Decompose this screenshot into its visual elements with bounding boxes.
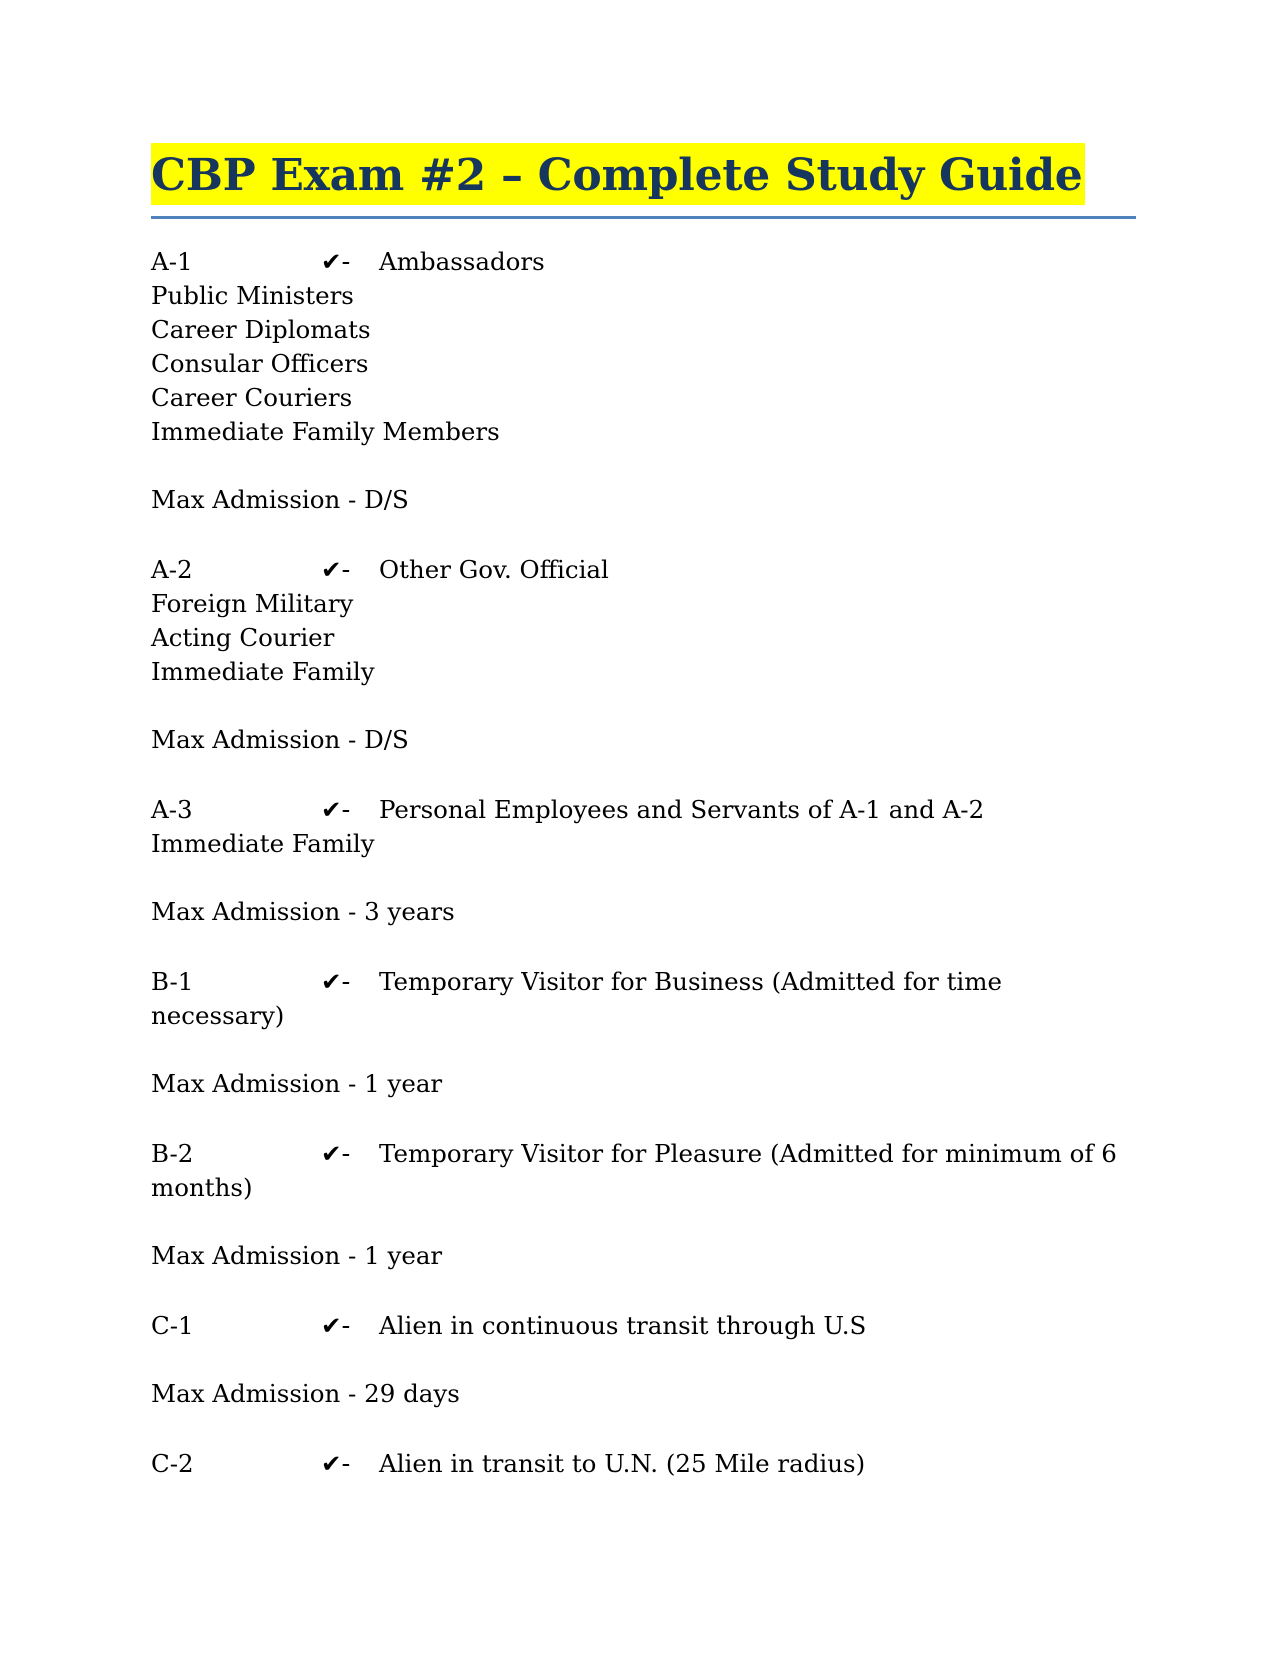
page-title: CBP Exam #2 – Complete Study Guide xyxy=(151,143,1085,205)
max-admission: Max Admission - 3 years xyxy=(151,897,455,926)
visa-description: Alien in transit to U.N. (25 Mile radius) xyxy=(379,1449,866,1478)
entry-line: Public Ministers xyxy=(151,281,354,310)
entry-c2 xyxy=(151,1447,1136,1481)
checkmark-icon: ✔- xyxy=(321,1139,351,1168)
entry-line: Career Diplomats xyxy=(151,315,371,344)
checkmark-icon: ✔- xyxy=(321,1311,351,1340)
max-admission: Max Admission - 1 year xyxy=(151,1241,443,1270)
entry-a1 xyxy=(151,245,1136,517)
visa-description: Ambassadors xyxy=(379,247,545,276)
entry-a3 xyxy=(151,793,1136,929)
entry-heading xyxy=(151,1137,1136,1171)
entry-heading xyxy=(151,793,1136,827)
visa-description: Other Gov. Official xyxy=(379,555,609,584)
entry-b1 xyxy=(151,965,1136,1101)
visa-code: C-1 xyxy=(151,1311,194,1340)
entry-heading xyxy=(151,553,1136,587)
entry-a2 xyxy=(151,553,1136,757)
visa-entries xyxy=(151,245,1136,1481)
entry-line: Foreign Military xyxy=(151,589,354,618)
checkmark-icon: ✔- xyxy=(321,967,351,996)
document-page xyxy=(151,143,1136,1517)
max-admission: Max Admission - 29 days xyxy=(151,1379,460,1408)
visa-code: A-1 xyxy=(151,247,193,276)
visa-description: Temporary Visitor for Pleasure (Admitted for minimum of 6 xyxy=(379,1139,1117,1168)
visa-description: Personal Employees and Servants of A-1 and A-2 xyxy=(379,795,985,824)
entry-b2 xyxy=(151,1137,1136,1273)
title-underline xyxy=(151,216,1136,219)
visa-code: A-2 xyxy=(151,555,193,584)
max-admission: Max Admission - D/S xyxy=(151,725,409,754)
checkmark-icon: ✔- xyxy=(321,555,351,584)
entry-line: Immediate Family xyxy=(151,829,375,858)
visa-code: C-2 xyxy=(151,1449,194,1478)
entry-line: Immediate Family xyxy=(151,657,375,686)
entry-line: Consular Officers xyxy=(151,349,369,378)
max-admission: Max Admission - 1 year xyxy=(151,1069,443,1098)
visa-code: B-1 xyxy=(151,967,194,996)
entry-line: Immediate Family Members xyxy=(151,417,500,446)
entry-heading xyxy=(151,1309,1136,1343)
checkmark-icon: ✔- xyxy=(321,247,351,276)
entry-line: Career Couriers xyxy=(151,383,353,412)
entry-line: Acting Courier xyxy=(151,623,335,652)
visa-code: B-2 xyxy=(151,1139,194,1168)
visa-description: Alien in continuous transit through U.S xyxy=(379,1311,867,1340)
visa-description: Temporary Visitor for Business (Admitted for time xyxy=(379,967,1002,996)
entry-heading xyxy=(151,245,1136,279)
entry-line: months) xyxy=(151,1173,253,1202)
max-admission: Max Admission - D/S xyxy=(151,485,409,514)
entry-c1 xyxy=(151,1309,1136,1411)
checkmark-icon: ✔- xyxy=(321,795,351,824)
entry-heading xyxy=(151,965,1136,999)
entry-heading xyxy=(151,1447,1136,1481)
visa-code: A-3 xyxy=(151,795,193,824)
checkmark-icon: ✔- xyxy=(321,1449,351,1478)
title-block xyxy=(151,143,1136,219)
entry-line: necessary) xyxy=(151,1001,285,1030)
